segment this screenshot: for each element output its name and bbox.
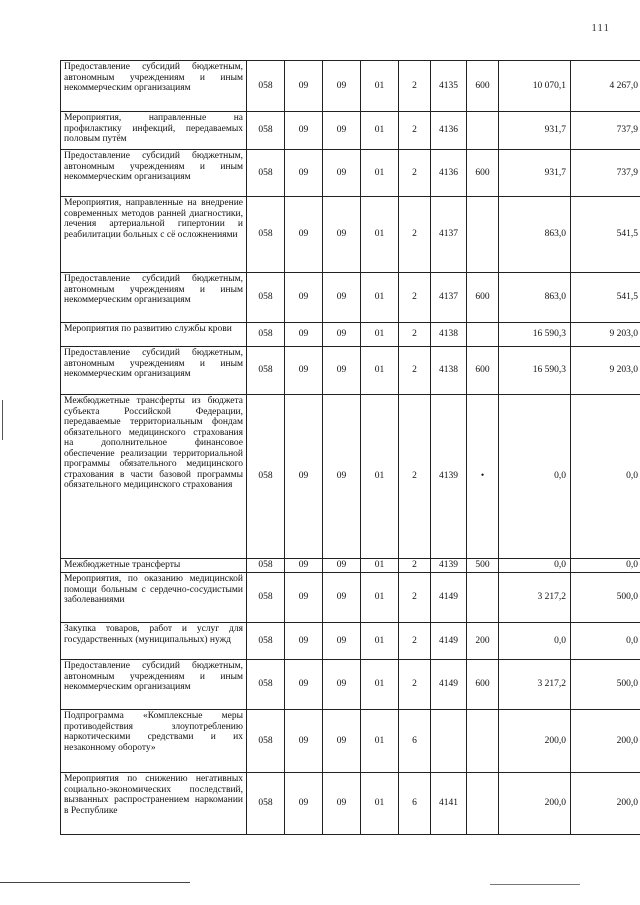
cell-subprogram: 2 bbox=[399, 573, 431, 623]
table-row bbox=[61, 347, 640, 395]
row-name: Предоставление субсидий бюджетным, автономным учреждениям и иным некоммерческим организациям bbox=[61, 61, 247, 112]
cell-article: 4137 bbox=[431, 273, 467, 323]
cell-expense-type: • bbox=[467, 395, 499, 559]
cell-admin: 058 bbox=[247, 150, 285, 197]
cell-section: 09 bbox=[285, 660, 323, 710]
cell-amount-1: 0,0 bbox=[499, 623, 571, 660]
cell-subsection: 09 bbox=[323, 112, 361, 150]
cell-subsection: 09 bbox=[323, 347, 361, 395]
row-name: Мероприятия, направленные на внедрение современных методов ранней диагностики, лечения артериальной гипертонии и реабилитации больных с сё осложнениями bbox=[61, 197, 247, 273]
cell-subprogram: 2 bbox=[399, 150, 431, 197]
row-name: Мероприятия по снижению негативных социально-экономических последствий, вызванных распространением наркомании в Республике bbox=[61, 773, 247, 835]
cell-subprogram: 2 bbox=[399, 660, 431, 710]
cell-subprogram: 2 bbox=[399, 347, 431, 395]
footer-rule bbox=[0, 882, 190, 883]
cell-admin: 058 bbox=[247, 61, 285, 112]
table-row bbox=[61, 573, 640, 623]
cell-section: 09 bbox=[285, 323, 323, 347]
cell-section: 09 bbox=[285, 710, 323, 773]
row-name: Мероприятия, по оказанию медицинской помощи больным с сердечно-сосудистыми заболеваниями bbox=[61, 573, 247, 623]
cell-program: 01 bbox=[361, 197, 399, 273]
row-name: Межбюджетные трансферты bbox=[61, 559, 247, 573]
table-row bbox=[61, 660, 640, 710]
cell-article: 4136 bbox=[431, 112, 467, 150]
cell-subsection: 09 bbox=[323, 559, 361, 573]
cell-section: 09 bbox=[285, 773, 323, 835]
row-name: Предоставление субсидий бюджетным, автономным учреждениям и иным некоммерческим организациям bbox=[61, 150, 247, 197]
footer-rule-right bbox=[490, 884, 580, 885]
cell-amount-2: 500,0 bbox=[571, 573, 640, 623]
row-name: Межбюджетные трансферты из бюджета субъекта Российской Федерации, передаваемые территориальным фондам обязательного медицинского страхования на дополнительное финансовое обеспечение реализации территориальной программы обязательного медицинского страхования в части базовой программы обязательного медицинского страхования bbox=[61, 395, 247, 559]
cell-subsection: 09 bbox=[323, 773, 361, 835]
cell-subsection: 09 bbox=[323, 660, 361, 710]
cell-amount-1: 0,0 bbox=[499, 395, 571, 559]
cell-article: 4137 bbox=[431, 197, 467, 273]
row-name: Предоставление субсидий бюджетным, автономным учреждениям и иным некоммерческим организациям bbox=[61, 660, 247, 710]
cell-admin: 058 bbox=[247, 660, 285, 710]
table-row bbox=[61, 559, 640, 573]
cell-program: 01 bbox=[361, 395, 399, 559]
cell-amount-1: 3 217,2 bbox=[499, 660, 571, 710]
cell-admin: 058 bbox=[247, 773, 285, 835]
cell-section: 09 bbox=[285, 273, 323, 323]
cell-subprogram: 2 bbox=[399, 559, 431, 573]
cell-program: 01 bbox=[361, 660, 399, 710]
cell-admin: 058 bbox=[247, 395, 285, 559]
cell-expense-type bbox=[467, 197, 499, 273]
cell-amount-1: 931,7 bbox=[499, 150, 571, 197]
cell-program: 01 bbox=[361, 112, 399, 150]
cell-admin: 058 bbox=[247, 623, 285, 660]
table-row bbox=[61, 395, 640, 559]
cell-subprogram: 2 bbox=[399, 61, 431, 112]
cell-section: 09 bbox=[285, 623, 323, 660]
cell-program: 01 bbox=[361, 347, 399, 395]
row-name: Мероприятия по развитию службы крови bbox=[61, 323, 247, 347]
cell-subsection: 09 bbox=[323, 710, 361, 773]
cell-subsection: 09 bbox=[323, 61, 361, 112]
cell-program: 01 bbox=[361, 273, 399, 323]
table-row bbox=[61, 710, 640, 773]
cell-expense-type bbox=[467, 323, 499, 347]
cell-expense-type: 600 bbox=[467, 273, 499, 323]
cell-amount-2: 737,9 bbox=[571, 150, 640, 197]
cell-expense-type: 600 bbox=[467, 347, 499, 395]
cell-amount-1: 3 217,2 bbox=[499, 573, 571, 623]
cell-amount-2: 500,0 bbox=[571, 660, 640, 710]
cell-subsection: 09 bbox=[323, 150, 361, 197]
cell-amount-2: 737,9 bbox=[571, 112, 640, 150]
cell-amount-2: 9 203,0 bbox=[571, 323, 640, 347]
cell-amount-1: 16 590,3 bbox=[499, 347, 571, 395]
table-row bbox=[61, 323, 640, 347]
page-number: 111 bbox=[591, 22, 610, 34]
cell-program: 01 bbox=[361, 323, 399, 347]
cell-amount-1: 200,0 bbox=[499, 710, 571, 773]
cell-subprogram: 2 bbox=[399, 323, 431, 347]
cell-article: 4149 bbox=[431, 660, 467, 710]
cell-amount-2: 0,0 bbox=[571, 623, 640, 660]
cell-program: 01 bbox=[361, 150, 399, 197]
cell-article: 4149 bbox=[431, 623, 467, 660]
row-name: Предоставление субсидий бюджетным, автономным учреждениям и иным некоммерческим организациям bbox=[61, 347, 247, 395]
cell-amount-2: 9 203,0 bbox=[571, 347, 640, 395]
cell-subprogram: 2 bbox=[399, 112, 431, 150]
cell-subprogram: 6 bbox=[399, 773, 431, 835]
cell-expense-type: 600 bbox=[467, 150, 499, 197]
cell-admin: 058 bbox=[247, 710, 285, 773]
cell-section: 09 bbox=[285, 197, 323, 273]
table-row bbox=[61, 197, 640, 273]
table-row bbox=[61, 623, 640, 660]
cell-admin: 058 bbox=[247, 197, 285, 273]
cell-amount-2: 541,5 bbox=[571, 197, 640, 273]
cell-expense-type: 200 bbox=[467, 623, 499, 660]
cell-article: 4141 bbox=[431, 773, 467, 835]
cell-section: 09 bbox=[285, 61, 323, 112]
cell-expense-type bbox=[467, 710, 499, 773]
cell-amount-2: 0,0 bbox=[571, 395, 640, 559]
table-row bbox=[61, 273, 640, 323]
cell-article: 4138 bbox=[431, 347, 467, 395]
cell-amount-1: 863,0 bbox=[499, 197, 571, 273]
cell-section: 09 bbox=[285, 112, 323, 150]
cell-expense-type bbox=[467, 773, 499, 835]
cell-program: 01 bbox=[361, 710, 399, 773]
cell-expense-type: 600 bbox=[467, 660, 499, 710]
table-body bbox=[61, 61, 640, 835]
margin-mark bbox=[2, 400, 3, 440]
cell-amount-2: 541,5 bbox=[571, 273, 640, 323]
cell-subprogram: 6 bbox=[399, 710, 431, 773]
cell-section: 09 bbox=[285, 573, 323, 623]
cell-amount-1: 863,0 bbox=[499, 273, 571, 323]
cell-article bbox=[431, 710, 467, 773]
cell-expense-type: 500 bbox=[467, 559, 499, 573]
cell-subsection: 09 bbox=[323, 273, 361, 323]
cell-admin: 058 bbox=[247, 347, 285, 395]
cell-subprogram: 2 bbox=[399, 395, 431, 559]
cell-expense-type: 600 bbox=[467, 61, 499, 112]
table-row bbox=[61, 150, 640, 197]
cell-amount-2: 200,0 bbox=[571, 710, 640, 773]
cell-program: 01 bbox=[361, 61, 399, 112]
row-name: Мероприятия, направленные на профилактику инфекций, передаваемых половым путём bbox=[61, 112, 247, 150]
table-row bbox=[61, 112, 640, 150]
cell-admin: 058 bbox=[247, 112, 285, 150]
cell-subprogram: 2 bbox=[399, 273, 431, 323]
table-row bbox=[61, 61, 640, 112]
cell-article: 4136 bbox=[431, 150, 467, 197]
cell-subprogram: 2 bbox=[399, 197, 431, 273]
cell-admin: 058 bbox=[247, 573, 285, 623]
cell-admin: 058 bbox=[247, 323, 285, 347]
cell-subsection: 09 bbox=[323, 323, 361, 347]
cell-amount-1: 10 070,1 bbox=[499, 61, 571, 112]
cell-section: 09 bbox=[285, 559, 323, 573]
table-row bbox=[61, 773, 640, 835]
budget-table bbox=[60, 60, 640, 835]
cell-subsection: 09 bbox=[323, 197, 361, 273]
cell-article: 4138 bbox=[431, 323, 467, 347]
row-name: Закупка товаров, работ и услуг для государственных (муниципальных) нужд bbox=[61, 623, 247, 660]
cell-expense-type bbox=[467, 112, 499, 150]
cell-amount-1: 0,0 bbox=[499, 559, 571, 573]
cell-section: 09 bbox=[285, 347, 323, 395]
cell-amount-1: 200,0 bbox=[499, 773, 571, 835]
cell-subprogram: 2 bbox=[399, 623, 431, 660]
cell-article: 4135 bbox=[431, 61, 467, 112]
cell-program: 01 bbox=[361, 773, 399, 835]
row-name: Предоставление субсидий бюджетным, автономным учреждениям и иным некоммерческим организациям bbox=[61, 273, 247, 323]
cell-program: 01 bbox=[361, 623, 399, 660]
cell-subsection: 09 bbox=[323, 623, 361, 660]
cell-expense-type bbox=[467, 573, 499, 623]
cell-program: 01 bbox=[361, 559, 399, 573]
cell-subsection: 09 bbox=[323, 573, 361, 623]
cell-amount-2: 200,0 bbox=[571, 773, 640, 835]
cell-amount-2: 4 267,0 bbox=[571, 61, 640, 112]
cell-article: 4139 bbox=[431, 559, 467, 573]
cell-section: 09 bbox=[285, 150, 323, 197]
cell-admin: 058 bbox=[247, 273, 285, 323]
cell-amount-2: 0,0 bbox=[571, 559, 640, 573]
cell-amount-1: 931,7 bbox=[499, 112, 571, 150]
cell-subsection: 09 bbox=[323, 395, 361, 559]
cell-amount-1: 16 590,3 bbox=[499, 323, 571, 347]
cell-article: 4149 bbox=[431, 573, 467, 623]
cell-admin: 058 bbox=[247, 559, 285, 573]
cell-section: 09 bbox=[285, 395, 323, 559]
row-name: Подпрограмма «Комплексные меры противодействия злоупотреблению наркотическими средствами и их незаконному обороту» bbox=[61, 710, 247, 773]
cell-program: 01 bbox=[361, 573, 399, 623]
cell-article: 4139 bbox=[431, 395, 467, 559]
